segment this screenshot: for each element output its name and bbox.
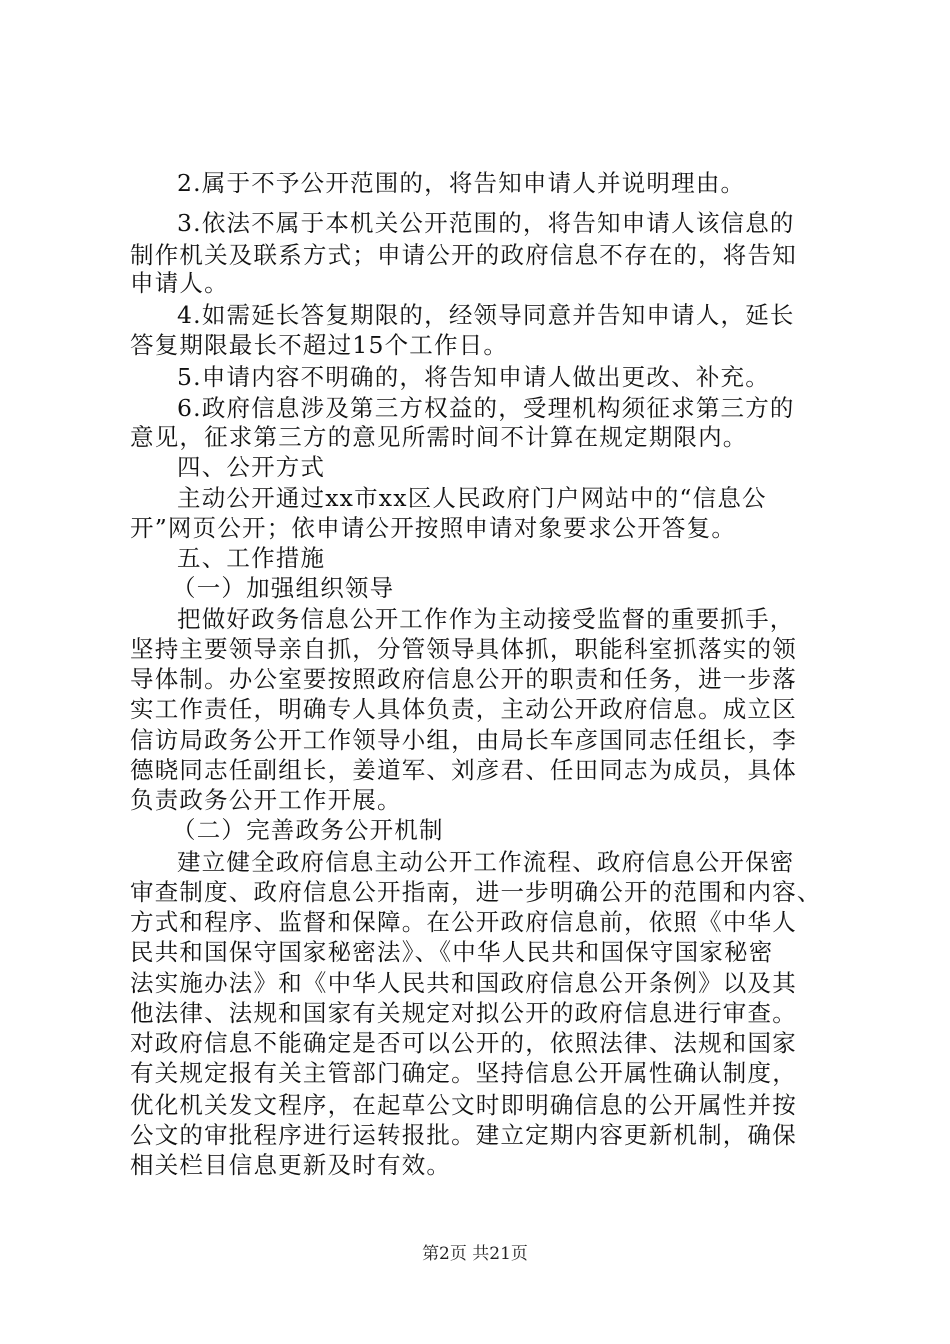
paragraph-line: 优化机关发文程序，在起草公文时即明确信息的公开属性并按 bbox=[130, 1091, 797, 1119]
paragraph-line: 3.依法不属于本机关公开范围的，将告知申请人该信息的 bbox=[177, 209, 795, 237]
section-heading: 四、公开方式 bbox=[177, 453, 326, 481]
paragraph-line: 相关栏目信息更新及时有效。 bbox=[130, 1151, 452, 1179]
paragraph-line: 5.申请内容不明确的，将告知申请人做出更改、补充。 bbox=[177, 363, 770, 391]
page-footer: 第2页 共21页 bbox=[422, 1244, 528, 1264]
paragraph-line: 主动公开通过xx市xx区人民政府门户网站中的“信息公 bbox=[177, 484, 767, 512]
paragraph-line: 民共和国保守国家秘密法》、《中华人民共和国保守国家秘密 bbox=[130, 938, 774, 966]
paragraph-line: 实工作责任，明确专人具体负责，主动公开政府信息。成立区 bbox=[130, 695, 797, 723]
paragraph-line: 6.政府信息涉及第三方权益的，受理机构须征求第三方的 bbox=[177, 394, 795, 422]
paragraph-line: 法实施办法》和《中华人民共和国政府信息公开条例》以及其 bbox=[130, 969, 797, 997]
paragraph-line: 建立健全政府信息主动公开工作流程、政府信息公开保密 bbox=[177, 848, 795, 876]
paragraph-line: 4.如需延长答复期限的，经领导同意并告知申请人，延长 bbox=[177, 301, 795, 329]
section-heading: 五、工作措施 bbox=[177, 544, 326, 572]
paragraph-line: 意见，征求第三方的意见所需时间不计算在规定期限内。 bbox=[130, 423, 748, 451]
paragraph-line: 答复期限最长不超过15个工作日。 bbox=[130, 331, 509, 359]
paragraph-line: 申请人。 bbox=[130, 269, 229, 297]
paragraph-line: 2.属于不予公开范围的，将告知申请人并说明理由。 bbox=[177, 169, 746, 197]
paragraph-line: 审查制度、政府信息公开指南，进一步明确公开的范围和内容、 bbox=[130, 878, 822, 906]
paragraph-line: 他法律、法规和国家有关规定对拟公开的政府信息进行审查。 bbox=[130, 999, 797, 1027]
paragraph-line: 方式和程序、监督和保障。在公开政府信息前，依照《中华人 bbox=[130, 908, 797, 936]
subsection-heading: （一）加强组织领导 bbox=[172, 574, 395, 602]
paragraph-line: 制作机关及联系方式；申请公开的政府信息不存在的，将告知 bbox=[130, 241, 797, 269]
paragraph-line: 对政府信息不能确定是否可以公开的，依照法律、法规和国家 bbox=[130, 1029, 797, 1057]
paragraph-line: 德晓同志任副组长，姜道军、刘彦君、任田同志为成员，具体 bbox=[130, 756, 797, 784]
paragraph-line: 开”网页公开；依申请公开按照申请对象要求公开答复。 bbox=[130, 514, 737, 542]
paragraph-line: 公文的审批程序进行运转报批。建立定期内容更新机制，确保 bbox=[130, 1121, 797, 1149]
paragraph-line: 坚持主要领导亲自抓，分管领导具体抓，职能科室抓落实的领 bbox=[130, 635, 797, 663]
paragraph-line: 有关规定报有关主管部门确定。坚持信息公开属性确认制度， bbox=[130, 1059, 797, 1087]
paragraph-line: 把做好政务信息公开工作作为主动接受监督的重要抓手， bbox=[177, 605, 795, 633]
paragraph-line: 信访局政务公开工作领导小组，由局长车彦国同志任组长，李 bbox=[130, 726, 797, 754]
subsection-heading: （二）完善政务公开机制 bbox=[172, 816, 444, 844]
paragraph-line: 导体制。办公室要按照政府信息公开的职责和任务，进一步落 bbox=[130, 665, 797, 693]
paragraph-line: 负责政务公开工作开展。 bbox=[130, 786, 402, 814]
